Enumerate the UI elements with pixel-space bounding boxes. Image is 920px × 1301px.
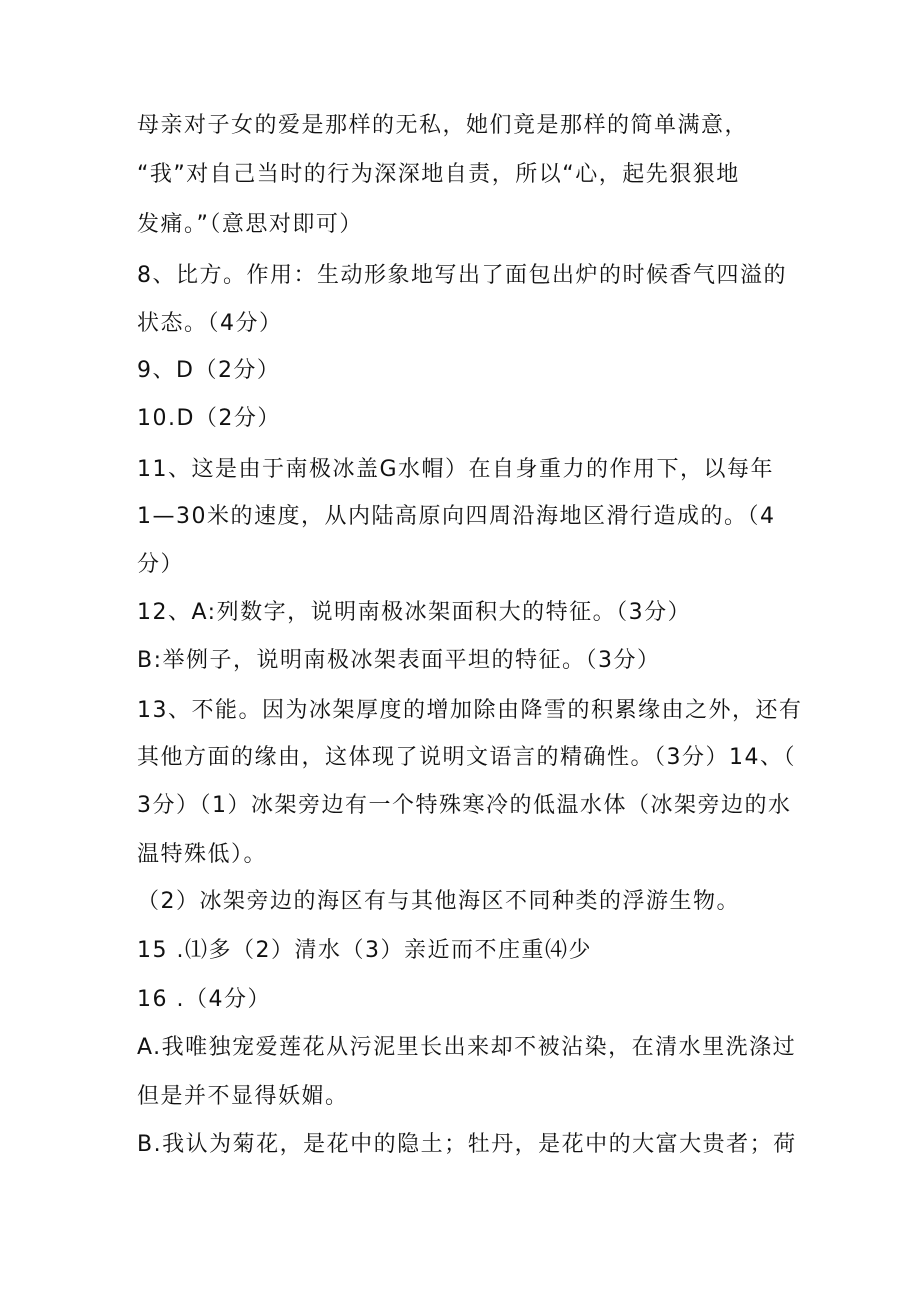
- text-line: A.我唯独宠爱莲花从污泥里长出来却不被沾染，在清水里洗涤过: [137, 1035, 797, 1060]
- text-line: 9、D（2分）: [137, 358, 281, 383]
- text-line: 发痛。”（意思对即可）: [137, 212, 363, 237]
- text-line: 11、这是由于南极冰盖G水帽）在自身重力的作用下，以每年: [137, 457, 775, 482]
- text-line: 温特殊低）。: [137, 842, 268, 867]
- text-line: B:举例子，说明南极冰架表面平坦的特征。（3分）: [137, 648, 661, 673]
- text-line: 15 .⑴多（2）清水（3）亲近而不庄重⑷少: [137, 938, 592, 963]
- text-line: 分）: [137, 552, 185, 577]
- text-line: “我”对自己当时的行为深深地自责，所以“心，起先狠狠地: [137, 162, 740, 187]
- text-line: B.我认为菊花，是花中的隐土；牡丹，是花中的大富大贵者；荷: [137, 1132, 797, 1157]
- text-line: 10.D（2分）: [137, 406, 281, 431]
- text-line: 其他方面的缘由，这体现了说明文语言的精确性。（3分）14、（: [137, 745, 796, 770]
- text-line: 13、不能。因为冰架厚度的增加除由降雪的积累缘由之外，还有: [137, 698, 803, 723]
- text-line: 1—30米的速度，从内陆高原向四周沿海地区滑行造成的。（4: [137, 504, 776, 529]
- text-line: 母亲对子女的爱是那样的无私，她们竟是那样的简单满意，: [137, 113, 749, 138]
- text-line: 但是并不显得妖媚。: [137, 1084, 349, 1109]
- text-line: 8、比方。作用：生动形象地写出了面包出炉的时候香气四溢的: [137, 263, 787, 288]
- text-line: 12、A:列数字，说明南极冰架面积大的特征。（3分）: [137, 600, 692, 625]
- text-line: 状态。（4分）: [137, 311, 283, 336]
- text-line: 3分）（1）冰架旁边有一个特殊寒冷的低温水体（冰架旁边的水: [137, 793, 792, 818]
- text-line: （2）冰架旁边的海区有与其他海区不同种类的浮游生物。: [137, 889, 740, 914]
- text-line: 16 .（4分）: [137, 987, 271, 1012]
